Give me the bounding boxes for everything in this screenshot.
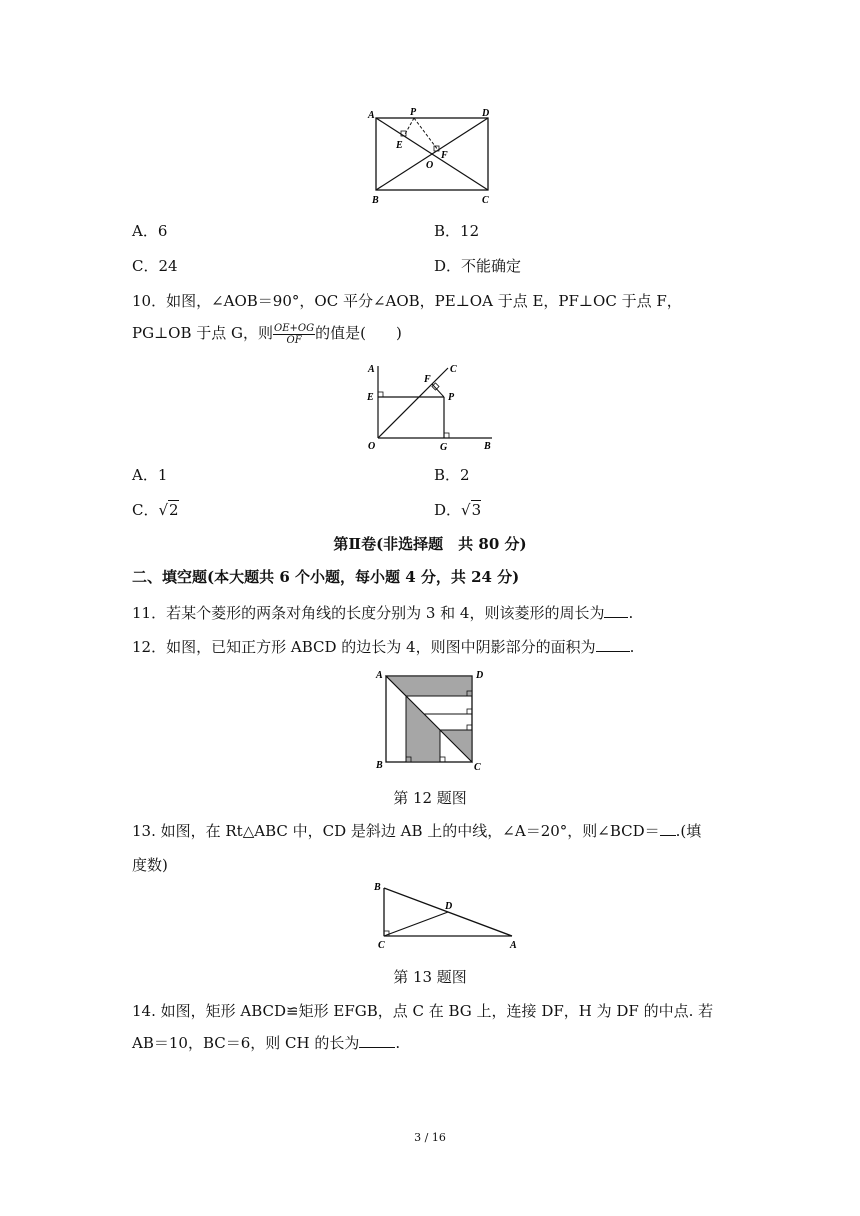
q12-stem: 12．如图，已知正方形 ABCD 的边长为 4，则图中阴影部分的面积为 . [132,638,635,656]
q13-label-d: D [445,901,453,912]
page-number: 3 / 16 [414,1131,446,1144]
q10-label-g: G [440,442,448,453]
q9-option-a: A．6 [132,222,168,240]
q10-label-o: O [368,441,376,452]
q9-label-e: E [396,140,403,151]
q9-label-a: A [368,110,375,121]
q12-caption: 第 12 题图 [393,789,467,807]
q12-figure [372,664,492,774]
q9-label-b: B [372,195,379,206]
q12-label-c: C [474,762,481,773]
q9-label-o: O [426,160,434,171]
q13-stem-line2: 度数) [132,856,168,874]
q13-label-b: B [374,882,381,893]
q9-label-c: C [482,195,489,206]
q14-stem-line2: AB＝10，BC＝6，则 CH 的长为 . [132,1034,401,1052]
q9-label-p: P [410,107,417,118]
q10-label-e: E [367,392,374,403]
q13-caption: 第 13 题图 [393,968,467,986]
q9-option-c: C．24 [132,257,178,275]
q13-figure [368,876,528,954]
q10-figure [362,358,502,456]
q10-stem-line2: PG⊥OB 于点 G，则 $\frac{OE+OG}{OF}$ 的值是( ) [132,322,402,346]
q10-option-d: D．√3 [434,501,482,519]
q10-label-a: A [368,364,375,375]
q10-option-b: B．2 [434,466,470,484]
q9-label-f: F [441,150,448,161]
q12-label-d: D [476,670,484,681]
q9-option-d: D．不能确定 [434,257,522,275]
q9-figure [362,104,502,208]
q10-label-f: F [424,374,431,385]
q14-stem-line1: 14. 如图，矩形 ABCD≌矩形 EFGB，点 C 在 BG 上，连接 DF，H 为 DF 的中点. 若 [132,1002,714,1020]
q10-label-b: B [484,441,491,452]
q10-fraction: $\frac{OE+OG}{OF}$ [274,322,315,346]
q9-option-b: B．12 [434,222,480,240]
q10-option-a: A．1 [132,466,168,484]
section2-subtitle: 二、填空题(本大题共 6 个小题，每小题 4 分，共 24 分) [132,568,520,586]
q10-label-c: C [450,364,457,375]
q13-stem-line1: 13. 如图，在 Rt△ABC 中，CD 是斜边 AB 上的中线，∠A＝20°，则∠BCD＝ .(填 [132,822,702,840]
section2-title: 第Ⅱ卷(非选择题 共 80 分) [333,535,527,553]
q10-label-p: P [448,392,455,403]
q10-stem-line1: 10．如图，∠AOB＝90°，OC 平分∠AOB，PE⊥OA 于点 E，PF⊥OC 于点 F， [132,292,682,310]
q13-label-a: A [510,940,517,951]
q10-option-c: C．√2 [132,501,179,519]
q13-label-c: C [378,940,385,951]
q12-label-a: A [376,670,383,681]
q12-label-b: B [376,760,383,771]
q11-stem: 11．若某个菱形的两条对角线的长度分别为 3 和 4，则该菱形的周长为 . [132,604,634,622]
q9-label-d: D [482,108,490,119]
